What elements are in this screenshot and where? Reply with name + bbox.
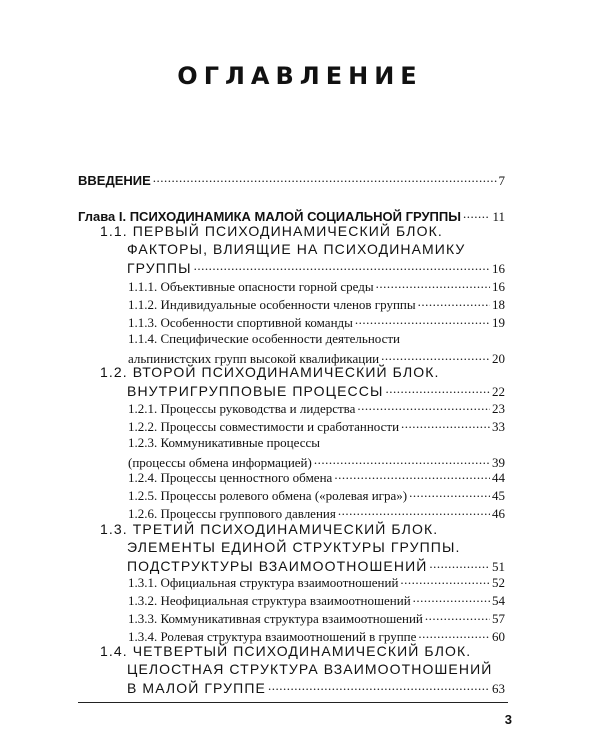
- toc-entry-title: Глава I. ПСИХОДИНАМИКА МАЛОЙ СОЦИАЛЬНОЙ ГРУППЫ: [78, 209, 461, 224]
- toc-entry-title: 1.1.2. Индивидуальные особенности членов группы: [128, 297, 416, 312]
- toc-entry-title: ВВЕДЕНИЕ: [78, 173, 151, 188]
- leader-dots: [153, 170, 497, 185]
- toc-entry-title-line: 1.1.4. Специфические особенности деятельности: [128, 331, 401, 346]
- toc-entry-title-line: 1.2. ВТОРОЙ ПСИХОДИНАМИЧЕСКИЙ БЛОК.: [100, 364, 440, 380]
- leader-dots: [338, 503, 490, 518]
- leader-dots: [385, 381, 490, 396]
- toc-entry-title-line: ЦЕЛОСТНАЯ СТРУКТУРА ВЗАИМООТНОШЕНИЙ: [127, 661, 493, 677]
- toc-entry-1-3-2[interactable]: [128, 590, 505, 608]
- toc-entry-title: 1.2.6. Процессы группового давления: [128, 506, 336, 521]
- toc-entry-1-3[interactable]: [100, 520, 505, 574]
- toc-entry-1-3-3[interactable]: [128, 608, 505, 626]
- toc-page-number: 33: [492, 419, 505, 434]
- toc-entry-1-1-2[interactable]: [128, 294, 505, 312]
- leader-dots: [401, 416, 490, 431]
- toc-entry-1-1[interactable]: [100, 222, 505, 276]
- leader-dots: [268, 678, 490, 693]
- toc-entry-title: 1.3.1. Официальная структура взаимоотношений: [128, 575, 399, 590]
- page-title: ОГЛАВЛЕНИЕ: [177, 62, 423, 90]
- toc-entry-introduction[interactable]: [78, 170, 505, 188]
- toc-page-number: 22: [492, 384, 505, 399]
- toc-entry-title-line: 1.3. ТРЕТИЙ ПСИХОДИНАМИЧЕСКИЙ БЛОК.: [100, 521, 439, 537]
- toc-entry-title: 1.2.2. Процессы совместимости и сработанности: [128, 419, 400, 434]
- toc-entry-1-1-3[interactable]: [128, 312, 505, 330]
- toc-entry-1-1-4[interactable]: [128, 330, 505, 366]
- leader-dots: [425, 608, 490, 623]
- toc-entry-title: 1.3.3. Коммуникативная структура взаимоотношений: [128, 611, 423, 626]
- leader-dots: [357, 398, 490, 413]
- toc-page-number: 20: [492, 351, 505, 366]
- toc-page-number: 60: [492, 629, 505, 644]
- toc-page-number: 52: [492, 575, 505, 590]
- toc-entry-title-line: 1.1. ПЕРВЫЙ ПСИХОДИНАМИЧЕСКИЙ БЛОК.: [100, 223, 443, 239]
- toc-page-number: 51: [492, 559, 505, 574]
- toc-page-number: 23: [492, 401, 505, 416]
- toc-page-number: 19: [492, 315, 505, 330]
- leader-dots: [400, 572, 490, 587]
- toc-entry-1-2-3[interactable]: [128, 434, 505, 470]
- toc-entry-1-2-5[interactable]: [128, 485, 505, 503]
- toc-entry-title-line: ФАКТОРЫ, ВЛИЯЩИЕ НА ПСИХОДИНАМИКУ: [127, 241, 466, 257]
- leader-dots: [381, 348, 490, 363]
- leader-dots: [334, 467, 490, 482]
- toc-entry-1-2-1[interactable]: [128, 398, 505, 416]
- toc-entry-title-line: ВНУТРИГРУППОВЫЕ ПРОЦЕССЫ: [127, 383, 384, 399]
- toc-page-number: 54: [492, 593, 505, 608]
- leader-dots: [194, 258, 490, 273]
- toc-entry-title-line: В МАЛОЙ ГРУППЕ: [127, 680, 266, 696]
- footer-divider: [78, 702, 508, 703]
- toc-entry-title-line: ПОДСТРУКТУРЫ ВЗАИМООТНОШЕНИЙ: [127, 558, 428, 574]
- toc-page-number: 46: [492, 506, 505, 521]
- leader-dots: [463, 206, 491, 221]
- toc-page-number: 57: [492, 611, 505, 626]
- toc-entry-title-line: 1.4. ЧЕТВЕРТЫЙ ПСИХОДИНАМИЧЕСКИЙ БЛОК.: [100, 643, 472, 659]
- toc-entry-title: 1.3.2. Неофициальная структура взаимоотношений: [128, 593, 411, 608]
- toc-entry-1-4[interactable]: [100, 642, 505, 696]
- toc-entry-1-2-6[interactable]: [128, 503, 505, 521]
- page-number: 3: [504, 712, 512, 727]
- toc-entry-title: 1.1.3. Особенности спортивной команды: [128, 315, 353, 330]
- leader-dots: [409, 485, 490, 500]
- toc-entry-1-2-4[interactable]: [128, 467, 505, 485]
- toc-entry-title-line: альпинистских групп высокой квалификации: [128, 351, 380, 366]
- toc-entry-title: 1.1.1. Объективные опасности горной среды: [128, 279, 374, 294]
- toc-entry-title-line: (процессы обмена информацией): [128, 455, 312, 470]
- toc-page-number: 39: [492, 455, 505, 470]
- toc-page-number: 16: [492, 279, 505, 294]
- toc-entry-title: 1.2.4. Процессы ценностного обмена: [128, 470, 333, 485]
- toc-entry-title: 1.2.5. Процессы ролевого обмена («ролевая игра»): [128, 488, 408, 503]
- leader-dots: [413, 590, 490, 605]
- toc-entry-1-2-2[interactable]: [128, 416, 505, 434]
- toc-entry-title: 1.2.1. Процессы руководства и лидерства: [128, 401, 356, 416]
- toc-entry-1-2[interactable]: [100, 363, 505, 399]
- toc-page-number: 44: [492, 470, 505, 485]
- leader-dots: [418, 626, 490, 641]
- toc-page-number: 11: [492, 209, 505, 224]
- leader-dots: [418, 294, 490, 309]
- toc-page-number: 18: [492, 297, 505, 312]
- toc-entry-1-3-1[interactable]: [128, 572, 505, 590]
- toc-page-number: 7: [498, 173, 505, 188]
- toc-page-number: 45: [492, 488, 505, 503]
- toc-entry-title-line: ЭЛЕМЕНТЫ ЕДИНОЙ СТРУКТУРЫ ГРУППЫ.: [127, 539, 461, 555]
- toc-page-number: 63: [492, 681, 505, 696]
- leader-dots: [429, 556, 490, 571]
- leader-dots: [376, 276, 490, 291]
- leader-dots: [314, 452, 490, 467]
- toc-entry-title: 1.3.4. Ролевая структура взаимоотношений в группе: [128, 629, 417, 644]
- toc-entry-1-1-1[interactable]: [128, 276, 505, 294]
- leader-dots: [355, 312, 490, 327]
- toc-entry-title-line: ГРУППЫ: [127, 260, 192, 276]
- toc-page-number: 16: [492, 261, 505, 276]
- toc-entry-title-line: 1.2.3. Коммуникативные процессы: [128, 435, 320, 450]
